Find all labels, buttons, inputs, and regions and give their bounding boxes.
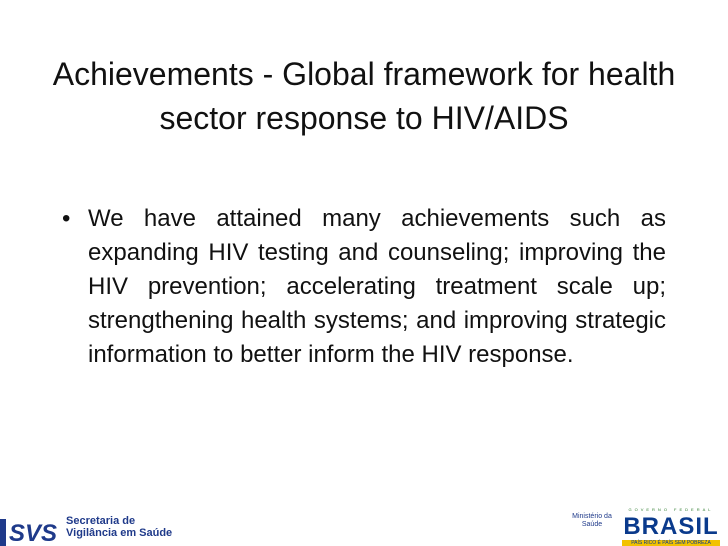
- bullet-item: [62, 202, 666, 372]
- svs-name: [66, 515, 172, 539]
- ministerio-label: [566, 513, 618, 529]
- bullet-marker: •: [62, 205, 71, 232]
- brasil-wordmark: BRASIL: [623, 513, 719, 540]
- svs-logo-text: SVS: [9, 520, 58, 546]
- bullet-text: We have attained many achievements such as expanding HIV testing and counseling; improving the HIV prevention; accelerating treatment scale up; strengthening health systems; and improving strategic information to better inform the HIV response.: [88, 205, 666, 368]
- bullet-list: [62, 202, 666, 372]
- ministerio-line-2: Saúde: [581, 521, 603, 528]
- brasil-logo: [622, 507, 720, 546]
- svs-line-2: Vigilância em Saúde: [66, 527, 173, 539]
- svs-line-1: Secretaria de: [66, 515, 136, 527]
- footer-logos: [0, 505, 728, 546]
- slide-title: Achievements - Global framework for health sector response to HIV/AIDS: [52, 56, 676, 136]
- brasil-top-text: GOVERNO FEDERAL: [628, 507, 714, 512]
- svs-logo: [0, 513, 60, 546]
- ministerio-line-1: Ministério da: [572, 513, 612, 520]
- brasil-slogan: PAÍS RICO É PAÍS SEM POBREZA: [622, 540, 720, 546]
